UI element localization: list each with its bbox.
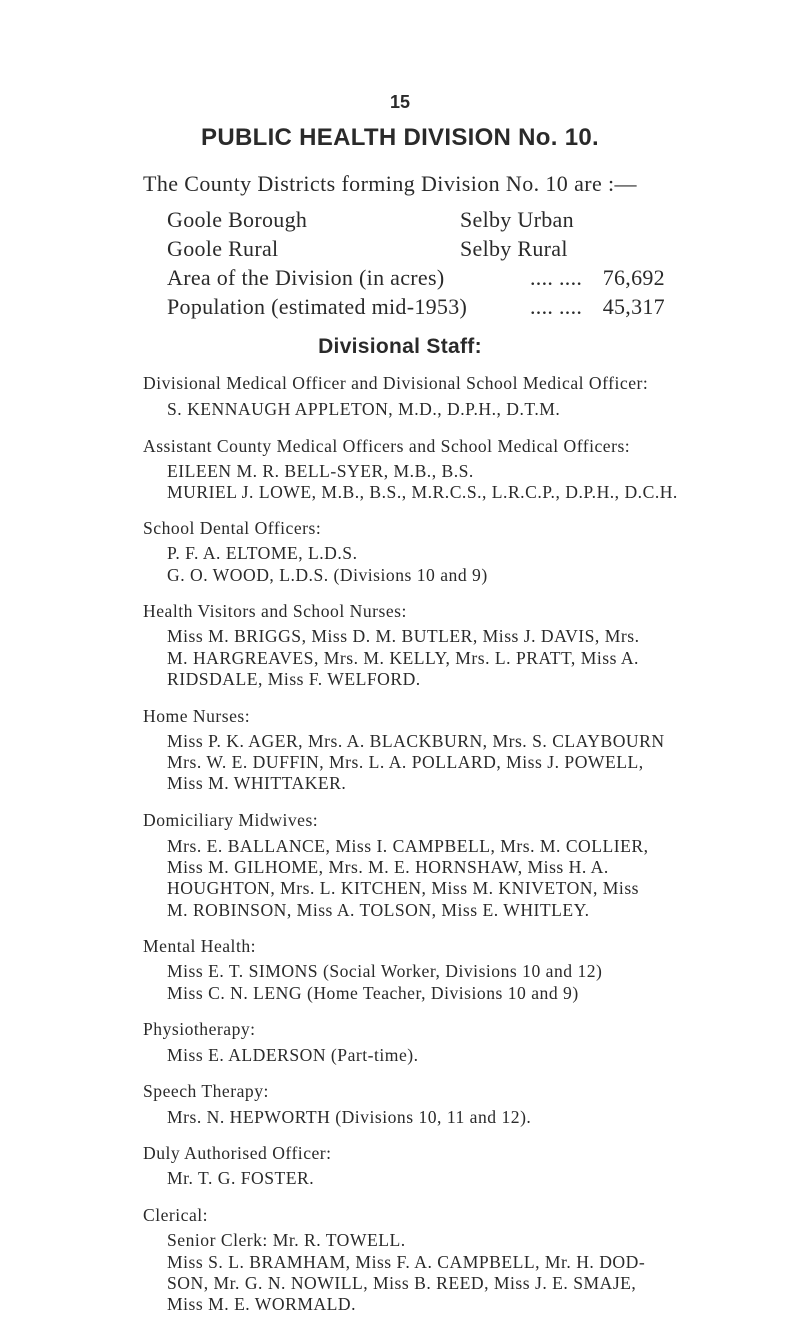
staff-line: M. ROBINSON, Miss A. TOLSON, Miss E. WHITLEY. [167,900,590,920]
category-label: Divisional Medical Officer and Divisional School Medical Officer: [143,373,649,393]
staff-line: EILEEN M. R. BELL-SYER, M.B., B.S. [167,461,474,481]
staff-line: Mrs. W. E. DUFFIN, Mrs. L. A. POLLARD, Miss J. POWELL, [167,752,644,772]
staff-line: Miss E. T. SIMONS (Social Worker, Divisions 10 and 12) [167,961,603,981]
page-title: PUBLIC HEALTH DIVISION No. 10. [201,124,599,151]
category-label: Clerical: [143,1205,209,1225]
district-selby-urban: Selby Urban [460,207,574,232]
stat-value: 45,317 [602,294,665,319]
staff-line: Mrs. E. BALLANCE, Miss I. CAMPBELL, Mrs. M. COLLIER, [167,836,649,856]
staff-line: Miss P. K. AGER, Mrs. A. BLACKBURN, Mrs. S. CLAYBOURN [167,731,665,751]
staff-line: G. O. WOOD, L.D.S. (Divisions 10 and 9) [167,565,488,585]
category-label: Mental Health: [143,936,257,956]
category-label: Physiotherapy: [143,1019,256,1039]
stat-dots: .... .... [530,294,583,319]
category-label: Health Visitors and School Nurses: [143,601,407,621]
district-selby-rural: Selby Rural [460,236,568,261]
staff-heading: Divisional Staff: [318,335,482,358]
staff-line: Miss M. BRIGGS, Miss D. M. BUTLER, Miss J. DAVIS, Mrs. [167,626,640,646]
staff-line: P. F. A. ELTOME, L.D.S. [167,543,358,563]
staff-line: MURIEL J. LOWE, M.B., B.S., M.R.C.S., L.R.C.P., D.P.H., D.C.H. [167,482,678,502]
staff-line: M. HARGREAVES, Mrs. M. KELLY, Mrs. L. PRATT, Miss A. [167,648,639,668]
staff-line: Miss M. GILHOME, Mrs. M. E. HORNSHAW, Miss H. A. [167,857,609,877]
category-label: Home Nurses: [143,706,251,726]
staff-line: S. KENNAUGH APPLETON, M.D., D.P.H., D.T.M. [167,399,561,419]
category-label: Domiciliary Midwives: [143,810,319,830]
category-label: Speech Therapy: [143,1081,269,1101]
staff-line: Mrs. N. HEPWORTH (Divisions 10, 11 and 12). [167,1107,532,1127]
staff-line: Miss M. WHITTAKER. [167,773,347,793]
intro-text: The County Districts forming Division No. 10 are :— [143,171,637,196]
staff-line: Senior Clerk: Mr. R. TOWELL. [167,1230,406,1250]
staff-line: Miss C. N. LENG (Home Teacher, Divisions 10 and 9) [167,983,579,1003]
page-number: 15 [389,92,411,112]
district-goole-rural: Goole Rural [167,236,279,261]
staff-line: SON, Mr. G. N. NOWILL, Miss B. REED, Miss J. E. SMAJE, [167,1273,637,1293]
category-label: School Dental Officers: [143,518,322,538]
category-label: Assistant County Medical Officers and School Medical Officers: [143,436,631,456]
staff-line: HOUGHTON, Mrs. L. KITCHEN, Miss M. KNIVETON, Miss [167,878,640,898]
staff-line: Miss S. L. BRAMHAM, Miss F. A. CAMPBELL, Mr. H. DOD- [167,1252,646,1272]
district-goole-borough: Goole Borough [167,207,308,232]
staff-line: Miss M. E. WORMALD. [167,1294,357,1314]
stat-label: Population (estimated mid-1953) [167,294,468,319]
staff-line: Miss E. ALDERSON (Part-time). [167,1045,419,1065]
stat-label: Area of the Division (in acres) [167,265,445,290]
stat-dots: .... .... [530,265,583,290]
staff-line: RIDSDALE, Miss F. WELFORD. [167,669,421,689]
stat-value: 76,692 [602,265,665,290]
staff-line: Mr. T. G. FOSTER. [167,1168,315,1188]
category-label: Duly Authorised Officer: [143,1143,332,1163]
